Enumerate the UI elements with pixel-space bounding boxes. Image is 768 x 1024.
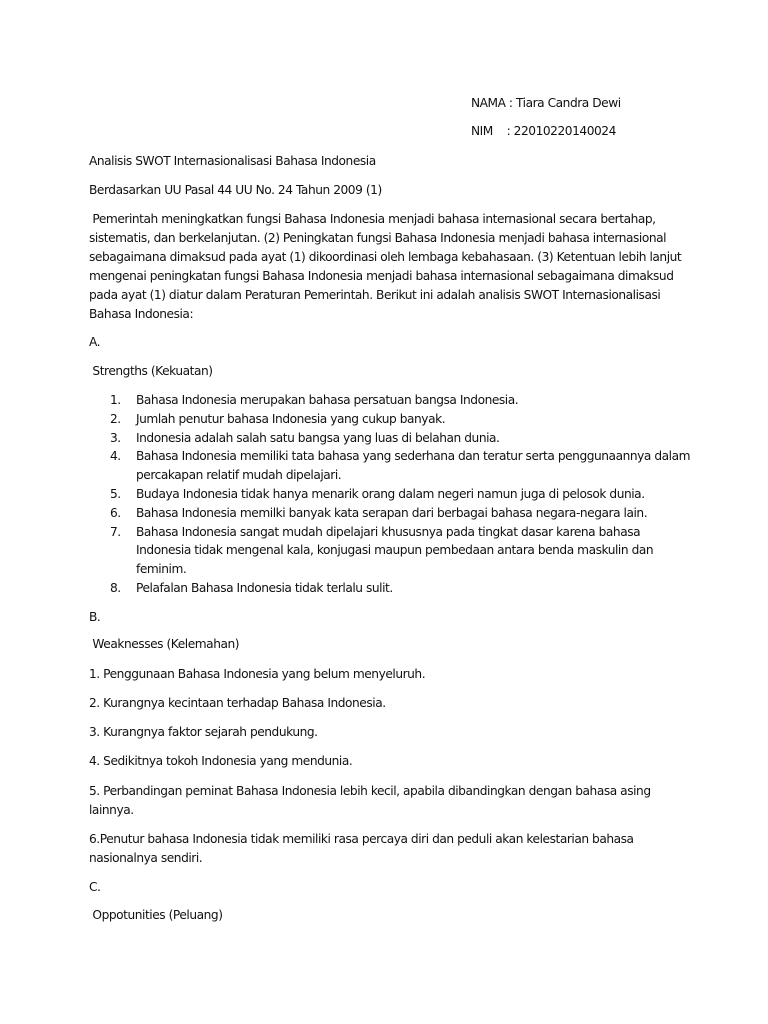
weakness-item: 3. Kurangnya faktor sejarah pendukung. bbox=[89, 725, 318, 739]
section-b-heading: Weaknesses (Kelemahan) bbox=[89, 637, 240, 651]
list-item bbox=[110, 391, 690, 410]
list-item-number: 4. bbox=[110, 449, 121, 464]
list-item-text: Indonesia tidak mengenal kala, konjugasi maupun pembedaan antara benda maskulin dan bbox=[136, 543, 654, 558]
weakness-item bbox=[89, 830, 689, 868]
intro-paragraph bbox=[89, 210, 689, 324]
list-item-number: 1. bbox=[110, 393, 121, 407]
section-a-heading: Strengths (Kekuatan) bbox=[89, 364, 213, 378]
weakness-item-line: 6.Penutur bahasa Indonesia tidak memiliki rasa percaya diri dan peduli akan kelestarian bahasa bbox=[89, 832, 634, 846]
list-item-text: Bahasa Indonesia memiliki tata bahasa yang sederhana dan teratur serta penggunaannya dalam bbox=[136, 449, 691, 464]
strengths-list bbox=[110, 391, 690, 598]
document-title: Analisis SWOT Internasionalisasi Bahasa Indonesia bbox=[89, 154, 376, 168]
list-item bbox=[110, 429, 690, 448]
list-item-text: Pelafalan Bahasa Indonesia tidak terlalu sulit. bbox=[136, 580, 393, 595]
list-item-number: 6. bbox=[110, 505, 121, 520]
intro-line: mengenai peningkatan fungsi Bahasa Indonesia menjadi bahasa internasional sebagaimana dimaksud bbox=[89, 269, 674, 283]
weakness-item-line: 5. Perbandingan peminat Bahasa Indonesia lebih kecil, apabila dibandingkan dengan bahasa asing bbox=[89, 784, 651, 798]
section-b-letter: B. bbox=[89, 610, 101, 624]
intro-line: Pemerintah meningkatkan fungsi Bahasa Indonesia menjadi bahasa internasional secara bertahap, bbox=[89, 212, 656, 226]
student-nim: NIM : 22010220140024 bbox=[471, 124, 616, 138]
list-item-text: Bahasa Indonesia memilki banyak kata serapan dari berbagai bahasa negara-negara lain. bbox=[136, 505, 648, 520]
list-item-text: Bahasa Indonesia merupakan bahasa persatuan bangsa Indonesia. bbox=[136, 393, 519, 407]
list-item bbox=[110, 579, 690, 598]
list-item bbox=[110, 504, 690, 523]
intro-line: sistematis, dan berkelanjutan. (2) Peningkatan fungsi Bahasa Indonesia menjadi bahasa internasional bbox=[89, 231, 667, 245]
weakness-item-line: nasionalnya sendiri. bbox=[89, 851, 203, 865]
section-c-heading: Oppotunities (Peluang) bbox=[89, 908, 223, 922]
intro-line: pada ayat (1) diatur dalam Peraturan Pemerintah. Berikut ini adalah analisis SWOT Internasionalisasi bbox=[89, 288, 661, 302]
list-item bbox=[110, 523, 690, 579]
weakness-item: 2. Kurangnya kecintaan terhadap Bahasa Indonesia. bbox=[89, 696, 386, 710]
list-item bbox=[110, 447, 690, 485]
list-item bbox=[110, 485, 690, 504]
list-item-number: 2. bbox=[110, 411, 121, 426]
legal-basis: Berdasarkan UU Pasal 44 UU No. 24 Tahun 2009 (1) bbox=[89, 183, 382, 197]
list-item-text: percakapan relatif mudah dipelajari. bbox=[136, 468, 342, 483]
list-item-text: Bahasa Indonesia sangat mudah dipelajari khususnya pada tingkat dasar karena bahasa bbox=[136, 524, 641, 539]
section-a-letter: A. bbox=[89, 335, 101, 349]
list-item-number: 5. bbox=[110, 486, 121, 501]
intro-line: Bahasa Indonesia: bbox=[89, 307, 194, 321]
list-item-text: Budaya Indonesia tidak hanya menarik orang dalam negeri namun juga di pelosok dunia. bbox=[136, 486, 645, 501]
weakness-item: 1. Penggunaan Bahasa Indonesia yang belum menyeluruh. bbox=[89, 667, 426, 681]
weakness-item: 4. Sedikitnya tokoh Indonesia yang mendunia. bbox=[89, 754, 353, 768]
student-name: NAMA : Tiara Candra Dewi bbox=[471, 96, 621, 110]
list-item-text: Indonesia adalah salah satu bangsa yang luas di belahan dunia. bbox=[136, 430, 500, 445]
list-item-text: feminim. bbox=[136, 562, 187, 577]
weakness-item-line: lainnya. bbox=[89, 803, 134, 817]
list-item-text: Jumlah penutur bahasa Indonesia yang cukup banyak. bbox=[136, 411, 446, 426]
list-item-number: 7. bbox=[110, 524, 121, 539]
intro-line: sebagaimana dimaksud pada ayat (1) dikoordinasi oleh lembaga kebahasaan. (3) Ketentuan lebih lanjut bbox=[89, 250, 682, 264]
section-c-letter: C. bbox=[89, 880, 101, 894]
weakness-item bbox=[89, 782, 689, 820]
list-item-number: 8. bbox=[110, 580, 121, 595]
list-item bbox=[110, 410, 690, 429]
list-item-number: 3. bbox=[110, 430, 121, 445]
